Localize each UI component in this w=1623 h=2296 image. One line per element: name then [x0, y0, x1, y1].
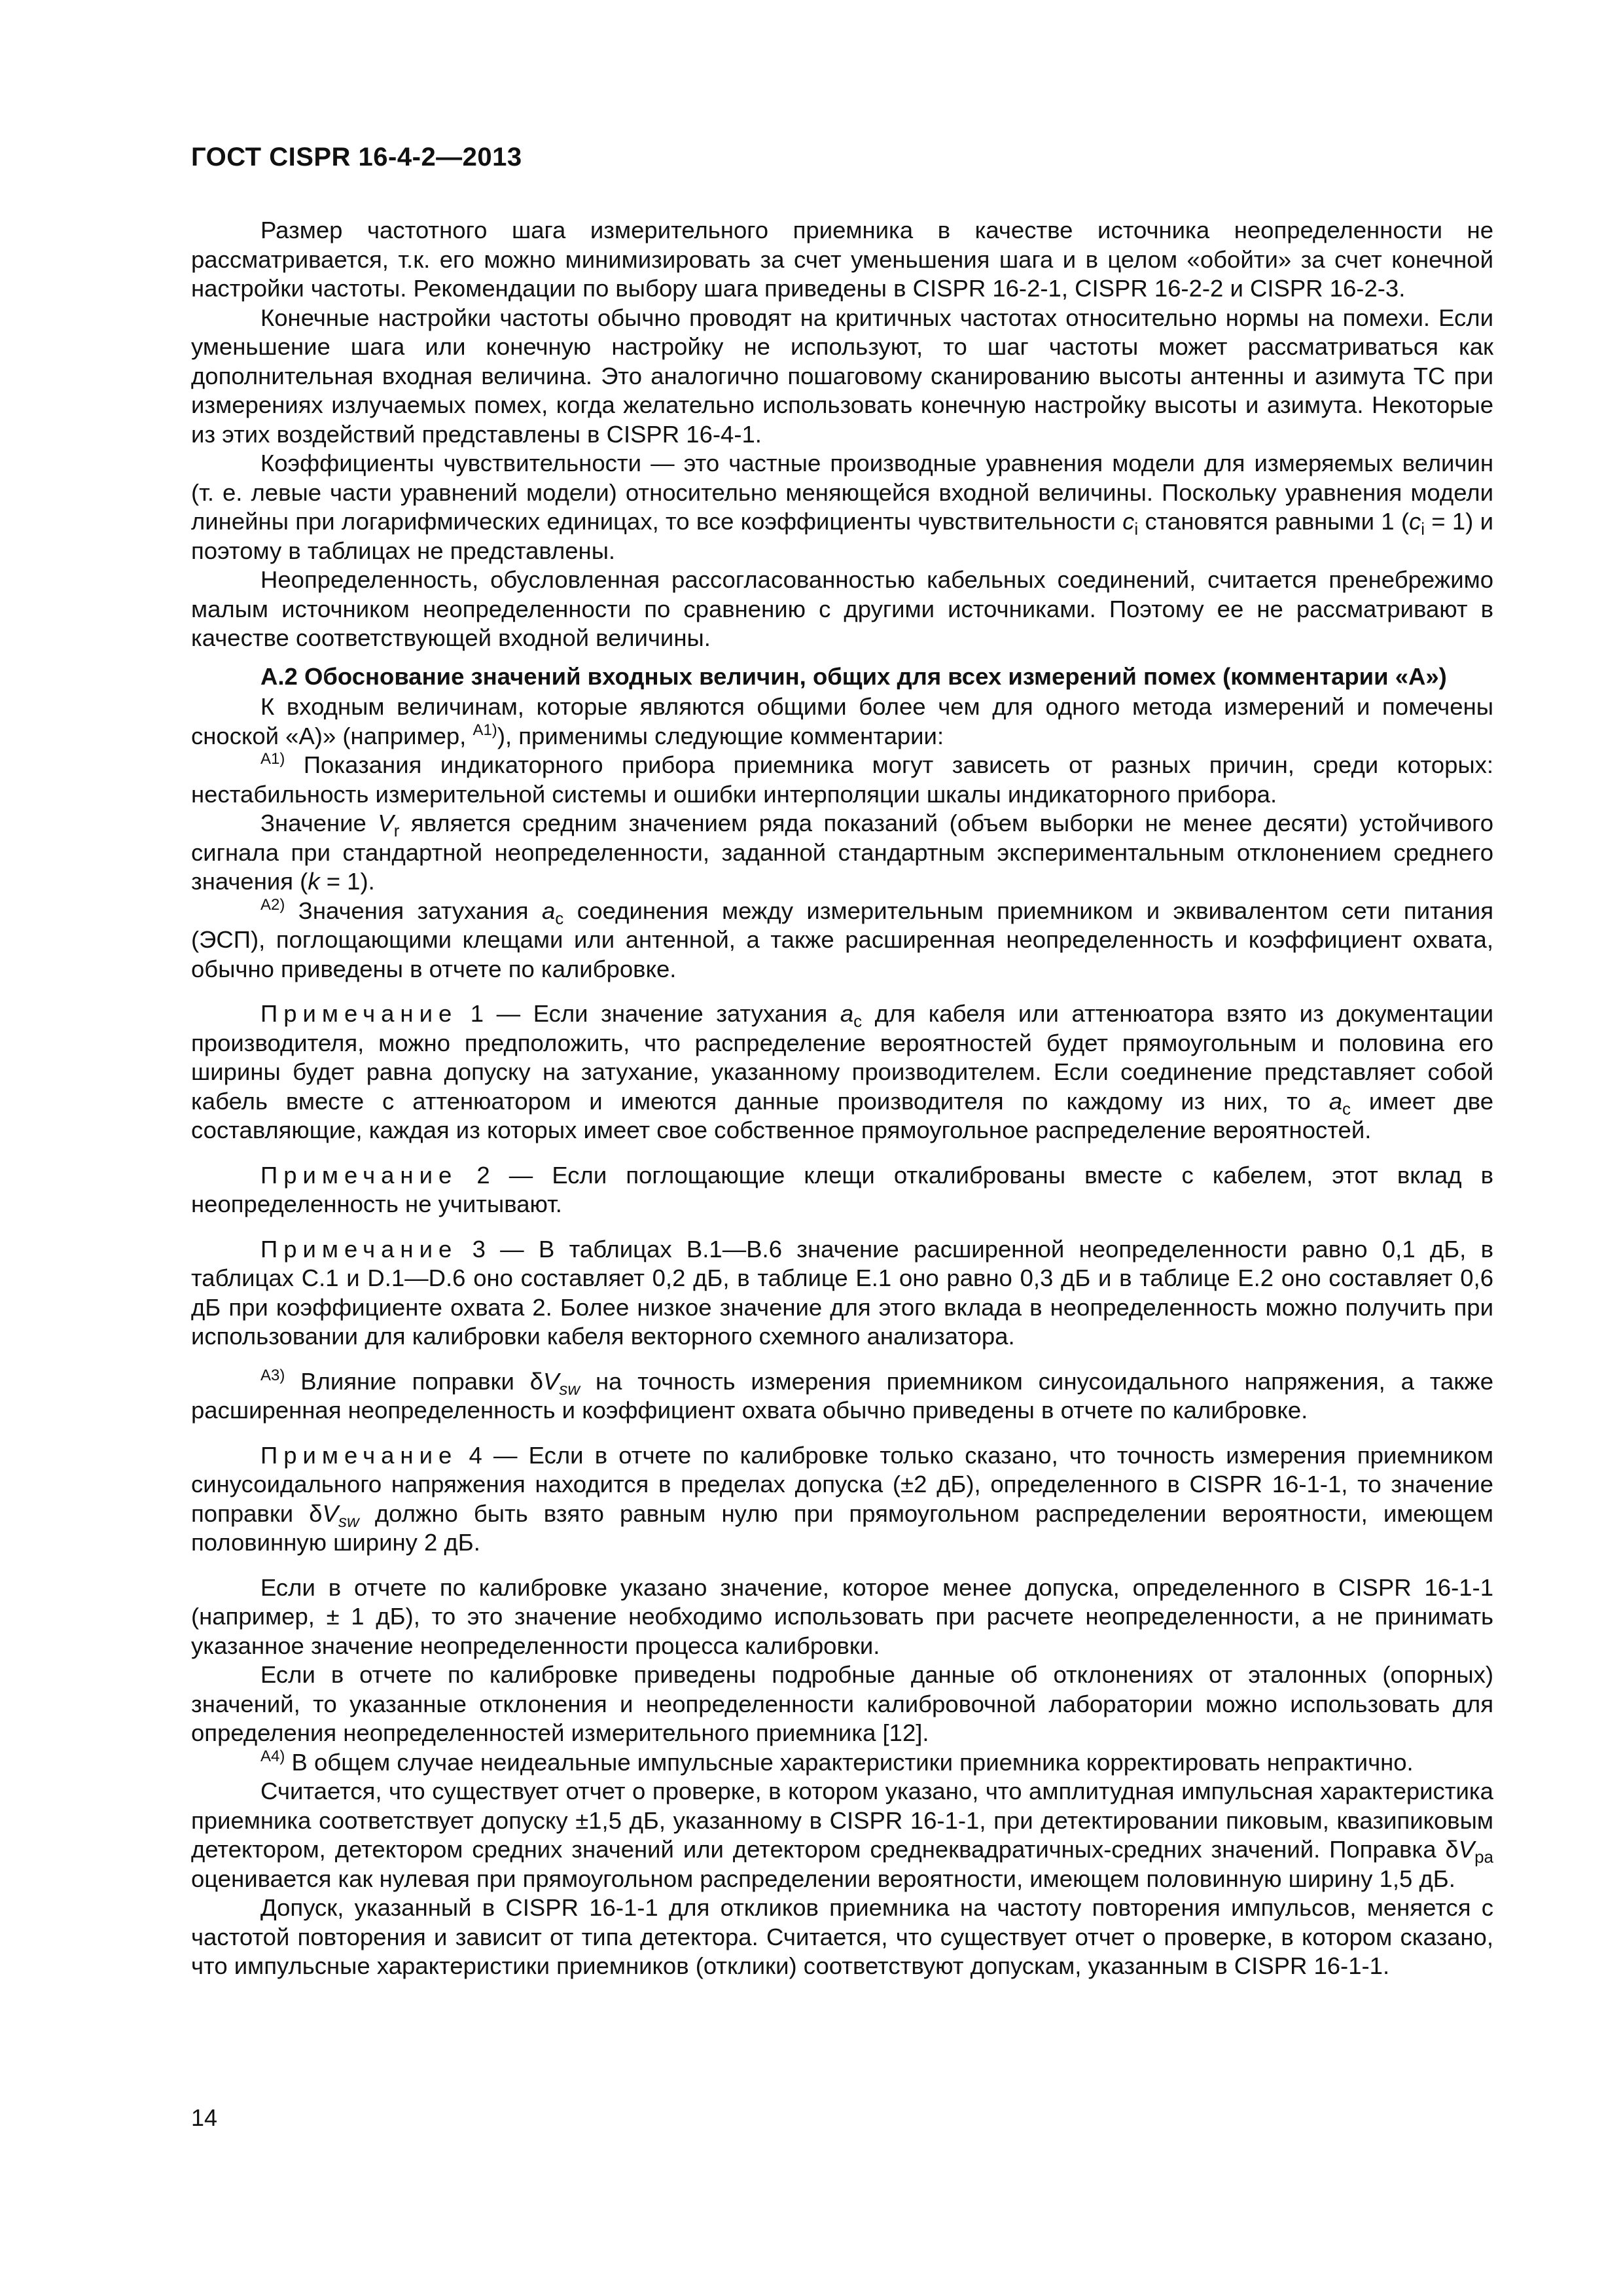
paragraph: Значение $V_r$ является средним значением ряда показаний (объем выборки не менее десяти) устойчивого сигнала при стандартной неопределенности, заданной стандартным экспериментальным отклонением среднего значения (k = 1).: [191, 810, 1493, 895]
paragraph: К входным величинам, которые являются общими более чем для одного метода измерений и помечены сноской «А)» (например, $^{А1)}$), применимы следующие комментарии:: [191, 693, 1493, 749]
note-2: Примечание 2 — Если поглощающие клещи откалиброваны вместе с кабелем, этот вклад в неопределенность не учитывают.: [191, 1161, 1493, 1217]
section-heading: А.2 Обоснование значений входных величин, общих для всех измерений помех (комментарии «А»): [260, 662, 1447, 690]
comment-a3: $^{А3)}$ Влияние поправки $\delta V_{sw}$ на точность измерения приемником синусоидального напряжения, а также расширенная неопределенность и коэффициент охвата обычно приведены в отчете по калибровке.: [191, 1366, 1493, 1424]
page-number: 14: [191, 2104, 218, 2131]
comment-a4: $^{А4)}$ В общем случае неидеальные импульсные характеристики приемника корректировать непрактично.: [260, 1747, 1414, 1776]
paragraph: Коэффициенты чувствительности — это частные производные уравнения модели для измеряемых величин (т. е. левые части уравнений модели) относительно меняющейся входной величины. Поскольку уравнения модели линейны при логарифмических единицах, то все коэффициенты чувствительности $c_i$ становятся равными 1 $(c_i = 1)$ и поэтому в таблицах не представлены.: [191, 450, 1493, 564]
paragraph: Конечные настройки частоты обычно проводят на критичных частотах относительно нормы на помехи. Если уменьшение шага или конечную настройку не используют, то шаг частоты может рассматриваться как дополнительная входная величина. Это аналогично пошаговому сканированию высоты антенны и азимута ТС при измерениях излучаемых помех, когда желательно использовать конечную настройку высоты и азимута. Некоторые из этих воздействий представлены в CISPR 16-4-1.: [191, 304, 1493, 448]
paragraph: Если в отчете по калибровке приведены подробные данные об отклонениях от эталонных (опорных) значений, то указанные отклонения и неопределенности калибровочной лаборатории можно использовать для определения неопределенностей измерительного приемника [12].: [191, 1661, 1493, 1746]
comment-a2: $^{А2)}$ Значения затухания $a_c$ соединения между измерительным приемником и эквивалентом сети питания (ЭСП), поглощающими клещами или антенной, а также расширенная неопределенность и коэффициент охвата, обычно приведены в отчете по калибровке.: [191, 895, 1494, 982]
comment-a1: $^{А1)}$ Показания индикаторного прибора приемника могут зависеть от разных причин, среди которых: нестабильность измерительной системы и ошибки интерполяции шкалы индикаторного прибора.: [191, 750, 1493, 808]
note-3: Примечание 3 — В таблицах В.1—В.6 значение расширенной неопределенности равно 0,1 дБ, в таблицах С.1 и D.1—D.6 оно составляет 0,2 дБ, в таблице Е.1 оно равно 0,3 дБ и в таблице Е.2 оно составляет 0,6 дБ при коэффициенте охвата 2. Более низкое значение для этого вклада в неопределенность можно получить при использовании для калибровки кабеля векторного схемного анализатора.: [191, 1235, 1493, 1350]
paragraph: Если в отчете по калибровке указано значение, которое менее допуска, определенного в CISPR 16-1-1 (например, ± 1 дБ), то это значение необходимо использовать при расчете неопределенности, а не принимать указанное значение неопределенности процесса калибровки.: [191, 1573, 1493, 1659]
document-body: [191, 216, 1493, 1981]
document-header: ГОСТ CISPR 16-4-2—2013: [191, 143, 522, 171]
paragraph: Неопределенность, обусловленная рассогласованностью кабельных соединений, считается пренебрежимо малым источником неопределенности по сравнению с другими источниками. Поэтому ее не рассматривают в качестве соответствующей входной величины.: [191, 566, 1493, 651]
note-4: Примечание 4 — Если в отчете по калибровке только сказано, что точность измерения приемником синусоидального напряжения находится в пределах допуска (±2 дБ), определенного в CISPR 16-1-1, то значение поправки $\delta V_{sw}$ должно быть взято равным нулю при прямоугольном распределении вероятности, имеющем половинную ширину 2 дБ.: [191, 1441, 1493, 1556]
paragraph: Считается, что существует отчет о проверке, в котором указано, что амплитудная импульсная характеристика приемника соответствует допуску ±1,5 дБ, указанному в CISPR 16-1-1, при детектировании пиковым, квазипиковым детектором, детектором средних значений или детектором среднеквадратичных-средних значений. Поправка $\delta V_{pa}$ оценивается как нулевая при прямоугольном распределении вероятности, имеющем половинную ширину 1,5 дБ.: [191, 1778, 1493, 1892]
note-1: Примечание 1 — Если значение затухания $a_c$ для кабеля или аттенюатора взято из документации производителя, можно предположить, что распределение вероятностей будет прямоугольным и половина его ширины будет равна допуску на затухание, указанному производителем. Если соединение представляет собой кабель вместе с аттенюатором и имеются данные производителя по каждому из них, то $a_c$ имеет две составляющие, каждая из которых имеет свое собственное прямоугольное распределение вероятностей.: [191, 1000, 1493, 1143]
paragraph: Размер частотного шага измерительного приемника в качестве источника неопределенности не рассматривается, т.к. его можно минимизировать за счет уменьшения шага и в целом «обойти» за счет конечной настройки частоты. Рекомендации по выбору шага приведены в CISPR 16-2-1, CISPR 16-2-2 и CISPR 16-2-3.: [191, 217, 1493, 302]
paragraph: Допуск, указанный в CISPR 16-1-1 для откликов приемника на частоту повторения импульсов, меняется с частотой повторения и зависит от типа детектора. Считается, что существует отчет о проверке, в котором сказано, что импульсные характеристики приемников (отклики) соответствуют допускам, указанным в CISPR 16-1-1.: [191, 1894, 1493, 1979]
